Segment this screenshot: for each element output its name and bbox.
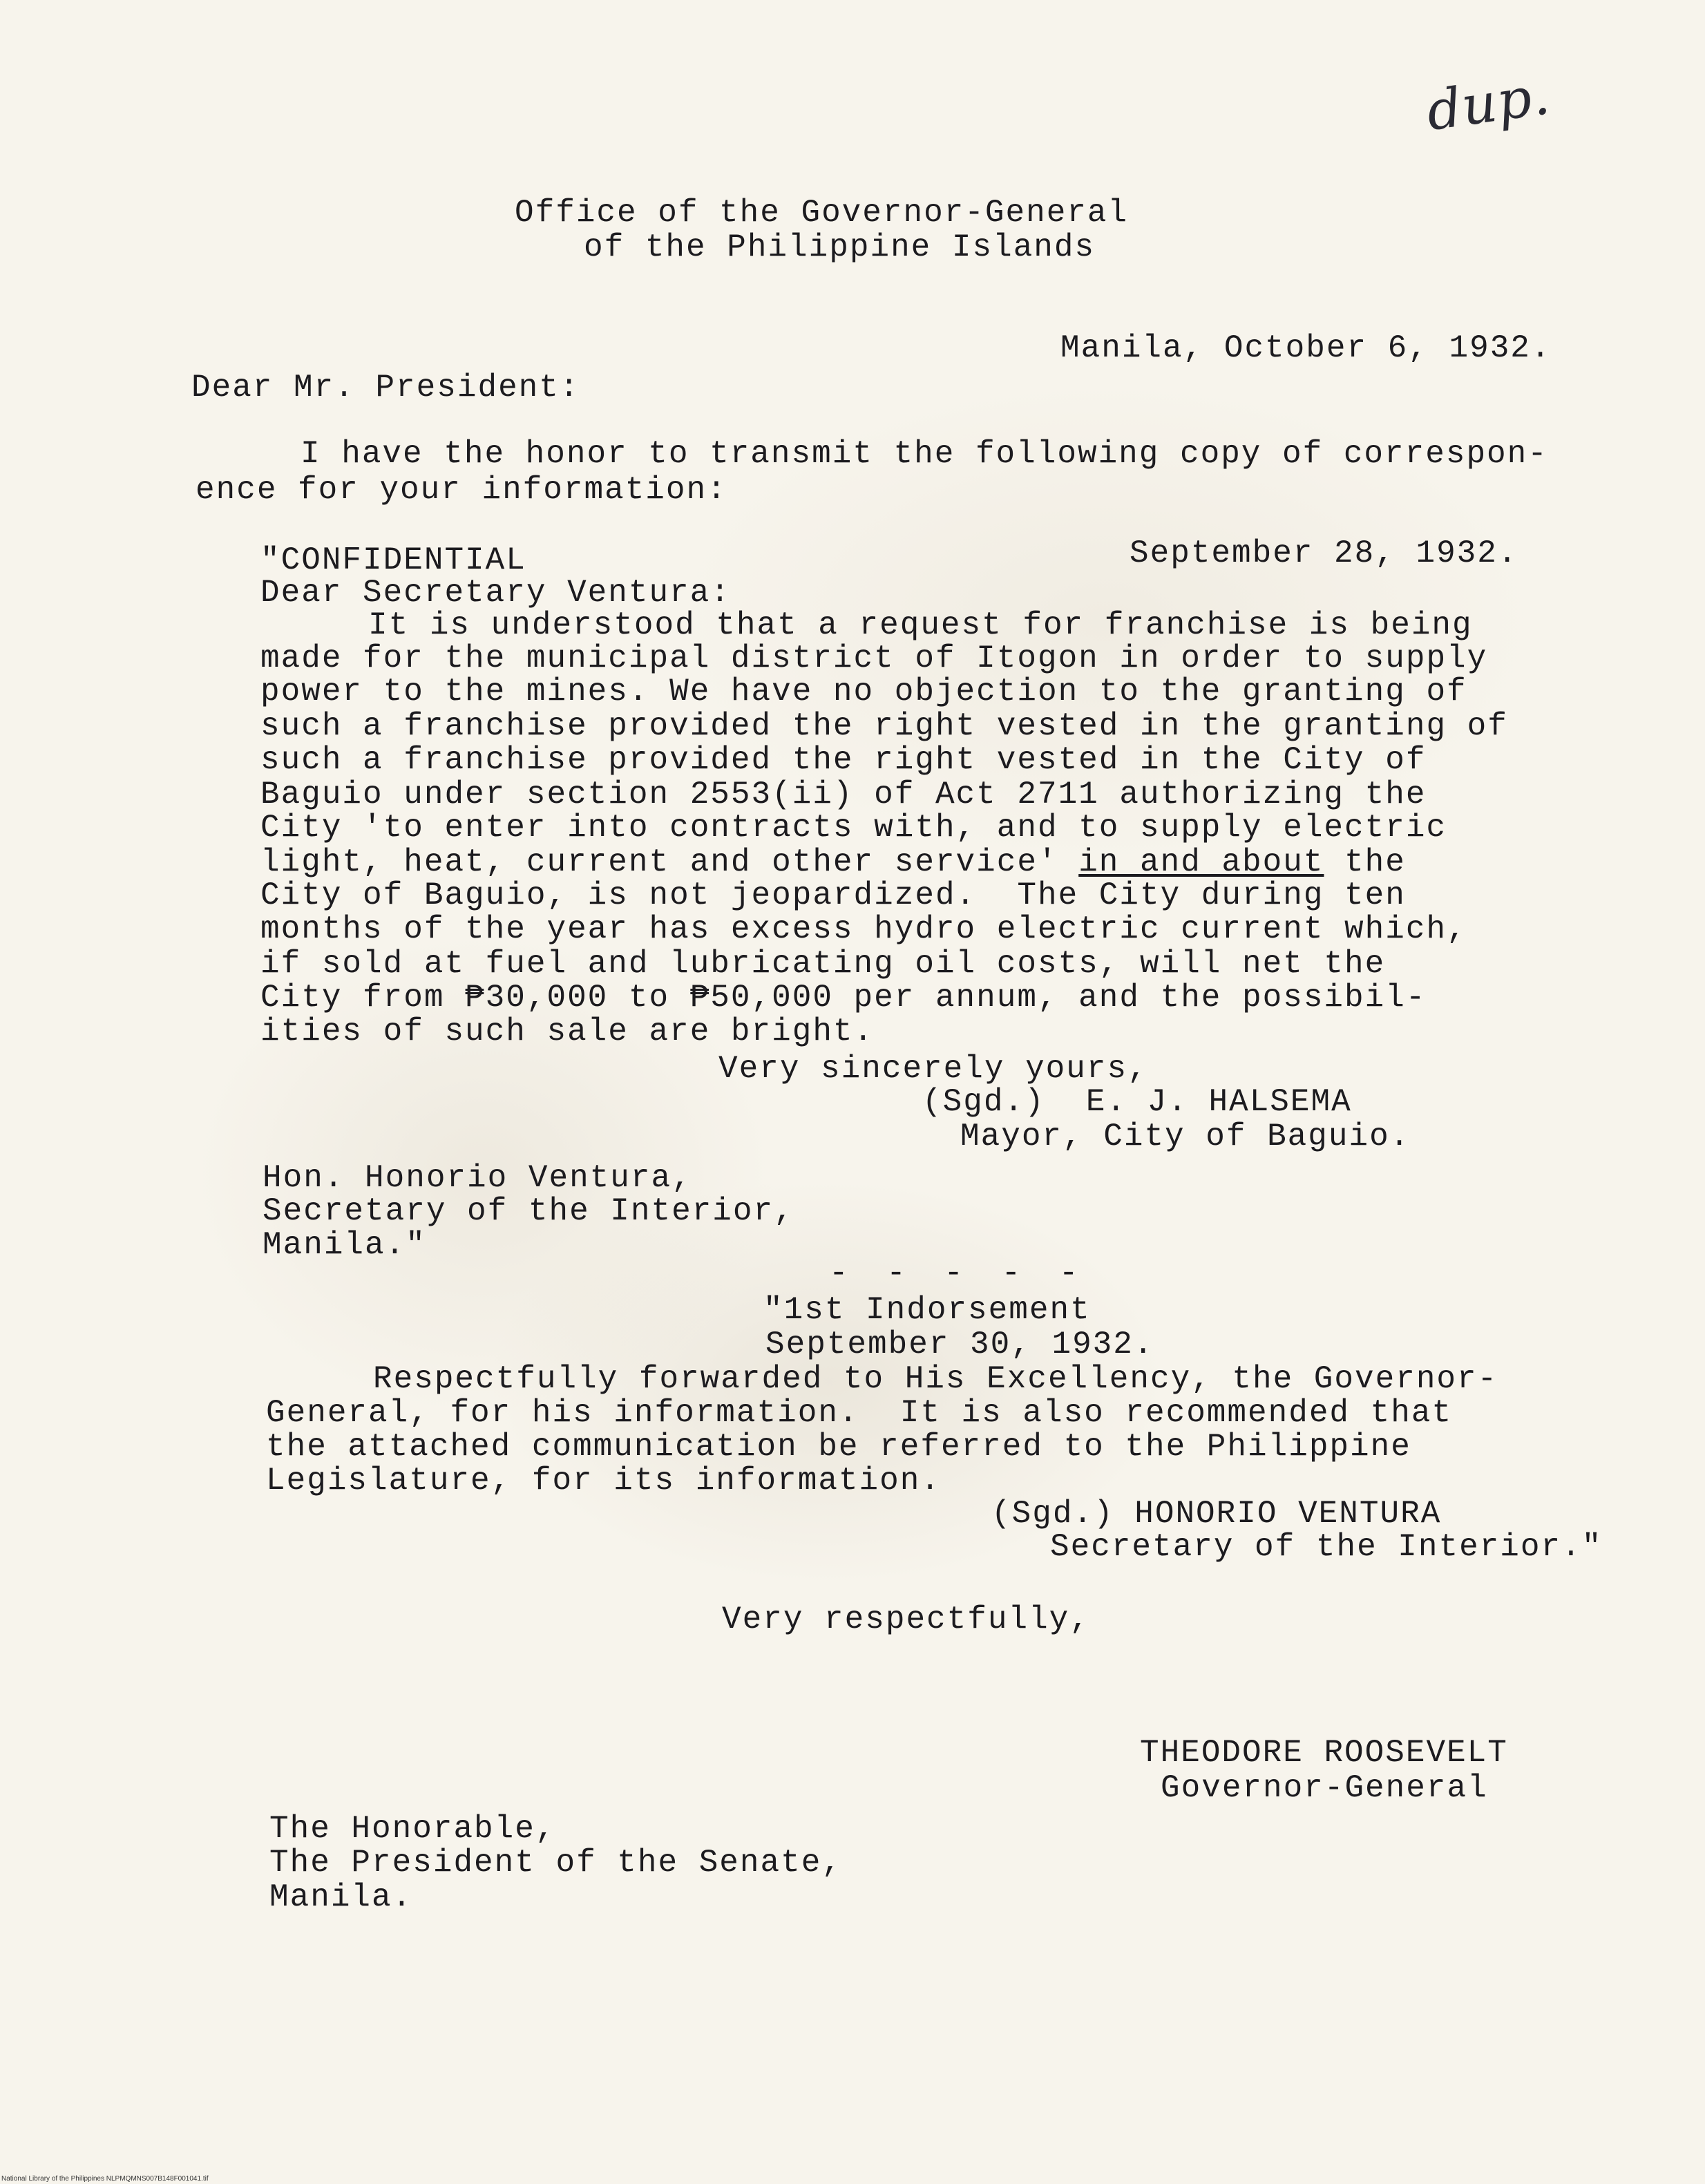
- letter-body-line: made for the municipal district of Itogon in order to supply: [260, 640, 1488, 676]
- recipient-line: The Honorable,: [269, 1811, 556, 1847]
- letter-body-line: ities of such sale are bright.: [260, 1014, 875, 1050]
- confidential-label: "CONFIDENTIAL: [260, 542, 526, 578]
- indorsement-body-line: Legislature, for its information.: [266, 1463, 941, 1499]
- separator: - - - - -: [829, 1255, 1088, 1291]
- letterhead-line-1: Office of the Governor-General: [515, 195, 1129, 231]
- underlined-phrase: in and about: [1078, 844, 1324, 880]
- recipient-line: Manila.: [269, 1879, 413, 1915]
- signed-prefix: (Sgd.): [922, 1084, 1045, 1120]
- addressee-line: Hon. Honorio Ventura,: [263, 1160, 692, 1196]
- letter-body-line: It is understood that a request for franchise is being: [368, 607, 1473, 643]
- letter-body-fragment: light, heat, current and other service': [260, 844, 1058, 880]
- place-date: Manila, October 6, 1932.: [1060, 330, 1552, 366]
- intro-line-2: ence for your information:: [196, 472, 727, 508]
- letter-body-line: City from ₱30,000 to ₱50,000 per annum, and the possibil-: [260, 980, 1427, 1016]
- archive-footer: National Library of the Philippines NLPMQMNS007B148F001041.tif: [1, 2175, 209, 2183]
- sender-name: THEODORE ROOSEVELT: [1140, 1735, 1508, 1771]
- intro-line-1: I have the honor to transmit the following copy of correspon-: [301, 436, 1548, 472]
- letter-body-line: such a franchise provided the right vested in the granting of: [260, 708, 1508, 744]
- indorsement-body-line: Respectfully forwarded to His Excellency, the Governor-: [373, 1361, 1498, 1397]
- indorsement-date: September 30, 1932.: [765, 1327, 1154, 1362]
- letter-body-line: City of Baguio, is not jeopardized. The City during ten: [260, 877, 1406, 913]
- signer-name: E. J. HALSEMA: [1085, 1084, 1352, 1120]
- letter-body-line-underlined: [260, 845, 1406, 880]
- letterhead-line-2: of the Philippine Islands: [584, 229, 1096, 265]
- letter-salutation: Dear Secretary Ventura:: [260, 575, 731, 611]
- indorsement-title: "1st Indorsement: [763, 1292, 1091, 1328]
- closing: Very respectfully,: [722, 1602, 1090, 1637]
- letter-signature: [922, 1085, 1352, 1119]
- addressee-line: Manila.": [263, 1227, 426, 1263]
- letter-body-line: power to the mines. We have no objection to the granting of: [260, 674, 1467, 710]
- recipient-line: The President of the Senate,: [269, 1845, 842, 1881]
- letter-body-line: Baguio under section 2553(ii) of Act 2711 authorizing the: [260, 777, 1427, 813]
- indorsement-body-line: the attached communication be referred to the Philippine: [266, 1429, 1411, 1465]
- indorsement-signature: (Sgd.) HONORIO VENTURA: [991, 1496, 1442, 1532]
- indorsement-body-line: General, for his information. It is also recommended that: [266, 1395, 1453, 1431]
- addressee-line: Secretary of the Interior,: [263, 1193, 794, 1229]
- letter-date: September 28, 1932.: [1130, 535, 1518, 571]
- letter-body-fragment: the: [1344, 844, 1406, 880]
- letter-body-line: months of the year has excess hydro electric current which,: [260, 911, 1467, 947]
- handwritten-note: dup.: [1422, 64, 1554, 144]
- letter-body-line: if sold at fuel and lubricating oil costs, will net the: [260, 946, 1386, 982]
- signer-title: Mayor, City of Baguio.: [960, 1119, 1411, 1155]
- sender-title: Governor-General: [1161, 1770, 1488, 1806]
- indorsement-signer-title: Secretary of the Interior.": [1050, 1529, 1603, 1565]
- letter-body-line: City 'to enter into contracts with, and to supply electric: [260, 810, 1447, 846]
- letter-closing: Very sincerely yours,: [718, 1051, 1148, 1087]
- salutation: Dear Mr. President:: [191, 370, 580, 406]
- letter-body-line: such a franchise provided the right vested in the City of: [260, 742, 1427, 778]
